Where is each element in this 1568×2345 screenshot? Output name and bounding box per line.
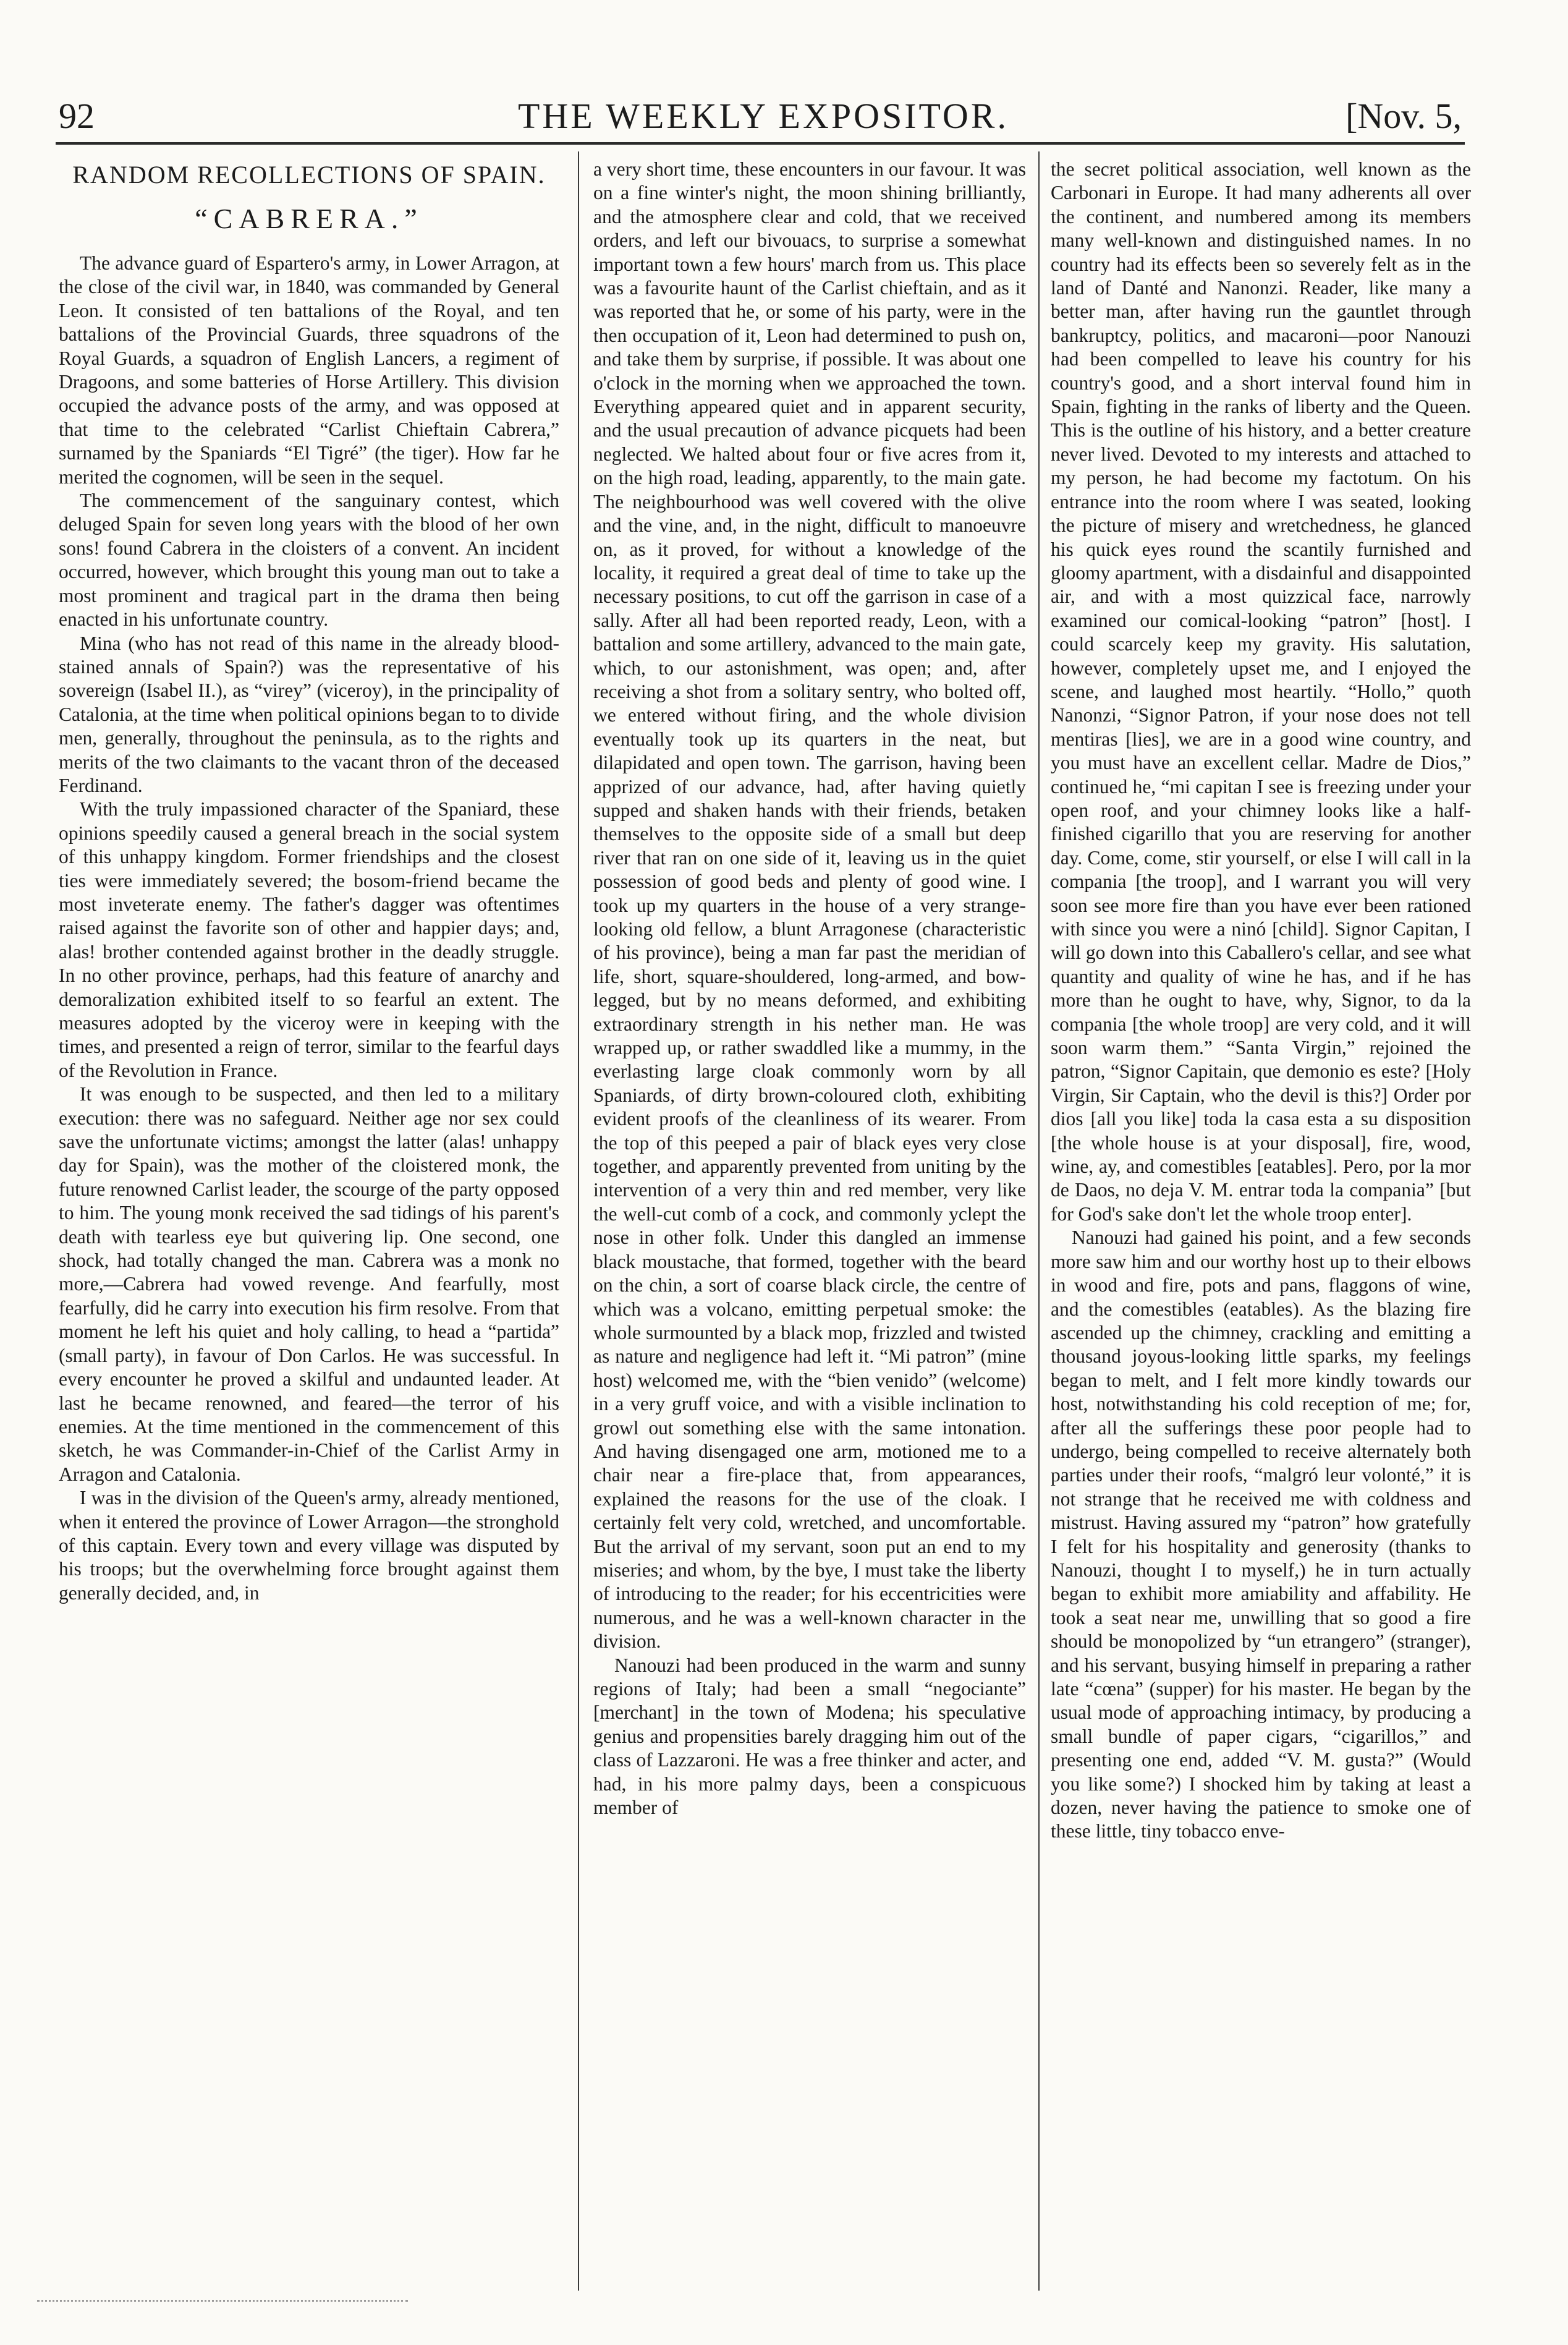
- paragraph: I was in the division of the Queen's army, already mentioned, when it entered the province of Lower Arragon—the stronghold of this captain. Every town and every village was disputed by his troops; but the overwhelming force brought against them generally decided, and, in: [59, 1487, 559, 1604]
- paragraph: Nanouzi had gained his point, and a few seconds more saw him and our worthy host up to their elbows in wood and fire, pots and pans, flaggons of wine, and the comestibles (eatables). As the blazing fire ascended up the chimney, crackling and emitting a thousand joyous-looking little sparks, my feelings began to melt, and I felt more kindly towards our host, notwithstanding his cold reception of me; for, after all the sufferings these poor people had to undergo, being compelled to receive alternately both parties under their roofs, “malgró leur volonté,” it is not strange that he received me with coldness and mistrust. Having assured my “patron” how gratefully I felt for his hospitality and generosity (thanks to Nanouzi, thought I to myself,) he in turn actually began to exhibit more amiability and affability. He took a seat near me, unwilling that so good a fire should be monopolized by “un etrangero” (stranger), and his servant, busying himself in preparing a rather late “cœna” (supper) for his master. He began by the usual mode of approaching intimacy, by producing a small bundle of paper cigars, “cigarillos,” and presenting one end, added “V. M. gusta?” (Would you like some?) I shocked him by taking at least a dozen, never having the patience to smoke one of these little, tiny tobacco enve-: [1051, 1227, 1471, 1842]
- column-1: [59, 158, 559, 2284]
- paragraph: a very short time, these encounters in our favour. It was on a fine winter's night, the moon shining brilliantly, and the atmosphere clear and cold, that we received orders, and left our bivouacs, to surprise a somewhat important town a few hours' march from us. This place was a favourite haunt of the Carlist chieftain, and as it was reported that he, or some of his party, were in the then occupation of it, Leon had determined to push on, and take them by surprise, if possible. It was about one o'clock in the morning when we approached the town. Everything appeared quiet and in apparent security, and the usual precaution of advance picquets had been neglected. We halted about four or five acres from it, on the high road, leading, apparently, to the main gate. The neighbourhood was well covered with the olive and the vine, and, in the night, difficult to manoeuvre on, as it proved, for without a knowledge of the locality, it required a great deal of time to take up the necessary positions, to cut off the garrison in case of a sally. After all had been reported ready, Leon, with a battalion and some artillery, advanced to the main gate, which, to our astonishment, was open; and, after receiving a shot from a solitary sentry, who bolted off, we entered without firing, and the whole division eventually took up its quarters in the neat, but dilapidated and open town. The garrison, having been apprized of our advance, had, after having quietly supped and shaken hands with their friends, betaken themselves to the opposite side of a small but deep river that ran on one side of it, leaving us in the quiet possession of good beds and plenty of good wine. I took up my quarters in the house of a very strange-looking old fellow, a blunt Arragonese (characteristic of his province), being a man far past the meridian of life, short, square-shouldered, long-armed, and bow-legged, but by no means deformed, and exhibiting extraordinary strength in his nether man. He was wrapped up, or rather swaddled like a mummy, in the everlasting large cloak commonly worn by all Spaniards, of dirty brown-coloured cloth, exhibiting evident proofs of the cleanliness of its wearer. From the top of this peeped a pair of black eyes very close together, and apparently prevented from uniting by the intervention of a very thin and red member, very like the well-cut comb of a cock, and commonly yclept the nose in other folk. Under this dangled an immense black moustache, that formed, together with the beard on the chin, a sort of coarse black circle, the centre of which was a volcano, emitting perpetual smoke: the whole surmounted by a black mop, frizzled and twisted as nature and negligence had left it. “Mi patron” (mine host) welcomed me, with the “bien venido” (welcome) in a very gruff voice, and with a visible inclination to growl out something else with the same intonation. And having disengaged one arm, motioned me to a chair near a fire-place that, from appearances, explained the reasons for the use of the cloak. I certainly felt very cold, wretched, and uncomfortable. But the arrival of my servant, soon put an end to my miseries; and whom, by the bye, I must take the liberty of introducing to the reader; for his eccentricities were numerous, and he was a well-known character in the division.: [593, 158, 1026, 1653]
- paragraph: the secret political association, well known as the Carbonari in Europe. It had many adherents all over the continent, and numbered among its members many well-known and distinguished names. In no country had its effects been so severely felt as in the land of Danté and Nanonzi. Reader, like many a better man, after having run the gauntlet through bankruptcy, politics, and macaroni—poor Nanouzi had been compelled to leave his country for his country's good, and a short interval found him in Spain, fighting in the ranks of liberty and the Queen. This is the outline of his history, and a better creature never lived. Devoted to my interests and attached to my person, he had become my factotum. On his entrance into the room where I was seated, looking the picture of misery and wretchedness, he glanced his quick eyes round the scantily furnished and gloomy apartment, with a disdainful and disappointed air, and with a most quizzical face, narrowly examined our comical-looking “patron” [host]. I could scarcely keep my gravity. His salutation, however, completely upset me, and I enjoyed the scene, and laughed most heartily. “Hollo,” quoth Nanonzi, “Signor Patron, if your nose does not tell mentiras [lies], we are in a good wine country, and you must have an excellent cellar. Madre de Dios,” continued he, “mi capitan I see is freezing under your open roof, and your chimney looks like a half-finished cigarillo that you are reserving for another day. Come, come, stir yourself, or else I will call in la compania [the troop], and I warrant you will very soon see more fire than you have ever been rationed with since you were a ninó [child]. Signor Capitan, I will go down into this Caballero's cellar, and see what quantity and quality of wine he has, and if he has more than he ought to have, why, Signor, to da la compania [the whole troop] are very cold, and it will soon warm them.” “Santa Virgin,” rejoined the patron, “Signor Capitain, que demonio es este? [Holy Virgin, Sir Captain, who the devil is this?] Order por dios [all you like] toda la casa esta a su disposition [the whole house is at your disposal], fire, wood, wine, ay, and comestibles [eatables]. Pero, por la mor de Daos, no deja V. M. entrar toda la compania” [but for God's sake don't let the whole troop enter].: [1051, 158, 1471, 1225]
- paragraph: With the truly impassioned character of the Spaniard, these opinions speedily caused a general breach in the social system of this unhappy kingdom. Former friendships and the closest ties were immediately severed; the bosom-friend became the most inveterate enemy. The father's dagger was oftentimes raised against the favorite son of other and happier days; and, alas! brother contended against brother in the deadly struggle. In no other province, perhaps, had this feature of anarchy and demoralization exhibited itself to so fearful an extent. The measures adopted by the viceroy were in keeping with the times, and presented a reign of terror, similar to the fearful days of the Revolution in France.: [59, 798, 559, 1081]
- column-rule: [1038, 151, 1040, 2291]
- page-number: 92: [59, 96, 95, 136]
- paragraph: The commencement of the sanguinary contest, which deluged Spain for seven long years with the blood of her own sons! found Cabrera in the cloisters of a convent. An incident occurred, however, which brought this young man out to take a most prominent and tragical part in the drama then being enacted in his unfortunate country.: [59, 490, 559, 631]
- article-subtitle: “CABRERA.”: [195, 203, 423, 234]
- column-3: [1051, 158, 1471, 2284]
- header-rule: [56, 142, 1465, 145]
- column-2: [593, 158, 1026, 2284]
- page-edge-marks: [37, 2300, 408, 2304]
- paragraph: The advance guard of Espartero's army, in Lower Arragon, at the close of the civil war, in 1840, was commanded by General Leon. It consisted of ten battalions of the Royal, and ten battalions of the Provincial Guards, three squadrons of the Royal Guards, a squadron of English Lancers, a regiment of Dragoons, and some batteries of Horse Artillery. This division occupied the advance posts of the army, and was opposed at that time to the celebrated “Carlist Chieftain Cabrera,” surnamed by the Spaniards “El Tigré” (the tiger). How far he merited the cognomen, will be seen in the sequel.: [59, 252, 559, 488]
- paragraph: Nanouzi had been produced in the warm and sunny regions of Italy; had been a small “negociante” [merchant] in the town of Modena; his speculative genius and propensities barely dragging him out of the class of Lazzaroni. He was a free thinker and acter, and had, in his more palmy days, been a conspicuous member of: [593, 1654, 1026, 1819]
- paragraph: It was enough to be suspected, and then led to a military execution: there was no safeguard. Neither age nor sex could save the unfortunate victims; amongst the latter (alas! unhappy day for Spain), was the mother of the cloistered monk, the future renowned Carlist leader, the scourge of the party opposed to him. The young monk received the sad tidings of his parent's death with tearless eye but quivering lip. One second, one shock, had totally changed the man. Cabrera was a monk no more,—Cabrera had vowed revenge. And fearfully, most fearfully, did he carry into execution his firm resolve. From that moment he left his quiet and holy calling, to head a “partida” (small party), in favour of Don Carlos. He was successful. In every encounter he proved a skilful and undaunted leader. At last he became renowned, and feared—the terror of his enemies. At the time mentioned in the commencement of this sketch, he was Commander-in-Chief of the Carlist Army in Arragon and Catalonia.: [59, 1083, 559, 1485]
- column-rule: [578, 151, 579, 2291]
- article-title: RANDOM RECOLLECTIONS OF SPAIN.: [72, 161, 546, 189]
- paragraph: Mina (who has not read of this name in the already blood-stained annals of Spain?) was the representative of his sovereign (Isabel II.), as “virey” (viceroy), in the principality of Catalonia, at the time when political opinions began to to divide men, generally, throughout the peninsula, as to the rights and merits of the two claimants to the vacant thron of the deceased Ferdinand.: [59, 632, 559, 796]
- issue-date: [Nov. 5,: [1346, 96, 1462, 136]
- publication-title: THE WEEKLY EXPOSITOR.: [517, 96, 1009, 136]
- running-head: [59, 92, 1462, 141]
